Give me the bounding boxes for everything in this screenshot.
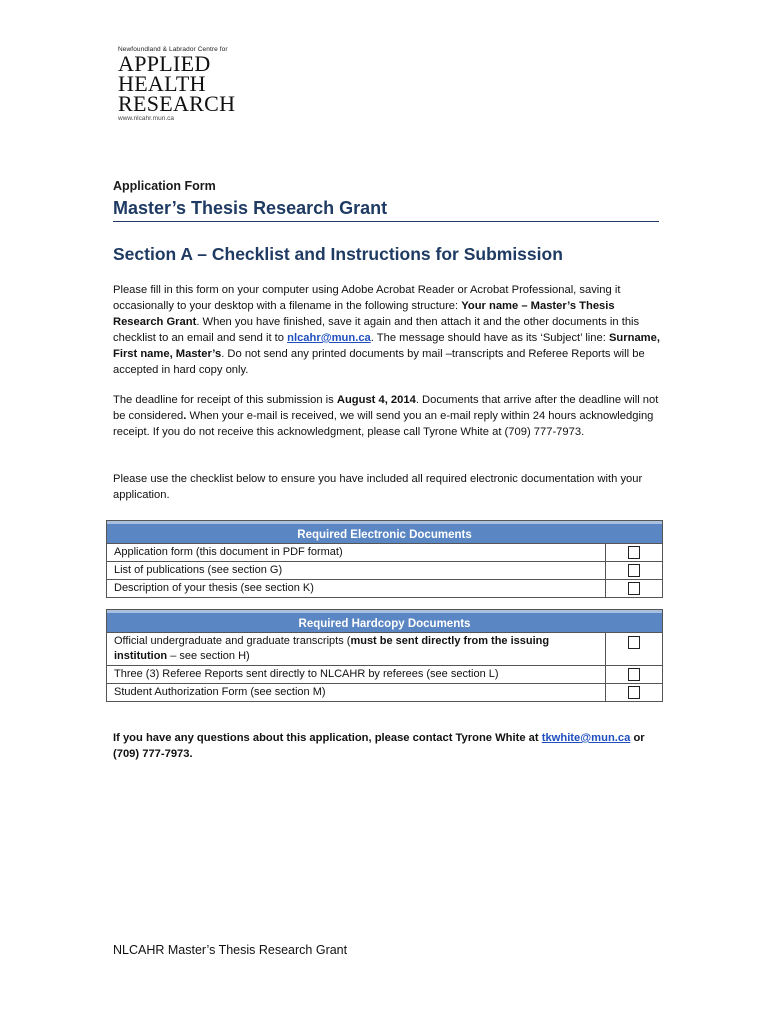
publications-checkbox[interactable] <box>628 564 640 577</box>
document-label: Three (3) Referee Reports sent directly to NLCAHR by referees (see section L) <box>107 666 606 683</box>
document-label: Application form (this document in PDF format) <box>107 544 606 561</box>
contact-text-2: or (709) 777-7973. <box>113 732 645 760</box>
table-row <box>107 543 662 561</box>
p1-filename-structure: Your name – Master’s Thesis Research Grant <box>113 300 615 328</box>
page-title: Master’s Thesis Research Grant <box>113 198 388 218</box>
submission-email-link[interactable]: nlcahr@mun.ca <box>287 332 371 344</box>
logo-word-applied: APPLIED <box>118 51 211 76</box>
contact-paragraph <box>113 730 661 762</box>
table-row <box>107 632 662 665</box>
p1-text-3: . The message should have as its ‘Subject’ line: <box>370 332 609 344</box>
table-row <box>107 665 662 683</box>
form-kicker: Application Form <box>113 179 216 193</box>
document-label: Student Authorization Form (see section M) <box>107 684 606 701</box>
title-block <box>113 198 659 222</box>
table-row <box>107 561 662 579</box>
logo-top-line: Newfoundland & Labrador Centre for <box>118 46 228 53</box>
electronic-documents-table <box>106 520 663 598</box>
application-form-checkbox[interactable] <box>628 546 640 559</box>
p1-text-1: Please fill in this form on your computer using Adobe Acrobat Reader or Acrobat Professional, saving it occasionally to your desktop with a filename in the following structure: <box>113 284 621 312</box>
transcripts-requirement: must be sent directly from the issuing institution <box>114 635 550 662</box>
p1-text-4: . Do not send any printed documents by mail –transcripts and Referee Reports will be accepted in hard copy only. <box>113 348 645 376</box>
p2-bold-period: . <box>183 410 187 422</box>
hardcopy-documents-table <box>106 609 663 702</box>
thesis-description-checkbox[interactable] <box>628 582 640 595</box>
transcripts-checkbox[interactable] <box>628 636 640 649</box>
electronic-documents-header: Required Electronic Documents <box>107 521 662 543</box>
nlcahr-logo <box>118 46 258 122</box>
document-label: Description of your thesis (see section K) <box>107 580 606 597</box>
table-row <box>107 579 662 597</box>
deadline-paragraph <box>113 392 661 440</box>
student-authorization-checkbox[interactable] <box>628 686 640 699</box>
referee-reports-checkbox[interactable] <box>628 668 640 681</box>
instructions-paragraph <box>113 282 661 378</box>
p1-subject-line: Surname, First name, Master’s <box>113 332 660 360</box>
contact-email-link[interactable]: tkwhite@mun.ca <box>541 732 631 744</box>
p2-text-3: When your e-mail is received, we will send you an e-mail reply within 24 hours acknowledging receipt. If you do not receive this acknowledgment, please call Tyrone White at (709) 777-7973. <box>113 410 654 438</box>
table-row <box>107 683 662 701</box>
p2-text-1: The deadline for receipt of this submission is <box>113 394 337 406</box>
transcripts-text-1: Official undergraduate and graduate transcripts ( <box>114 635 351 647</box>
logo-word-research: RESEARCH <box>118 91 236 116</box>
transcripts-text-2: – see section H) <box>167 650 250 662</box>
document-label <box>107 633 606 665</box>
page-footer: NLCAHR Master’s Thesis Research Grant <box>113 943 348 957</box>
contact-text-1: If you have any questions about this application, please contact Tyrone White at <box>113 732 542 744</box>
p1-text-2: . When you have finished, save it again and then attach it and the other documents in this checklist to an email and send it to <box>113 316 640 344</box>
document-label: List of publications (see section G) <box>107 562 606 579</box>
p2-text-2: . Documents that arrive after the deadline will not be considered <box>113 394 659 422</box>
section-a-heading: Section A – Checklist and Instructions for Submission <box>113 244 563 264</box>
deadline-date: August 4, 2014 <box>336 394 416 406</box>
logo-word-health: HEALTH <box>118 71 206 96</box>
hardcopy-documents-header: Required Hardcopy Documents <box>107 610 662 632</box>
checklist-intro-paragraph: Please use the checklist below to ensure you have included all required electronic documentation with your application. <box>113 473 643 501</box>
logo-url: www.nlcahr.mun.ca <box>118 115 174 122</box>
